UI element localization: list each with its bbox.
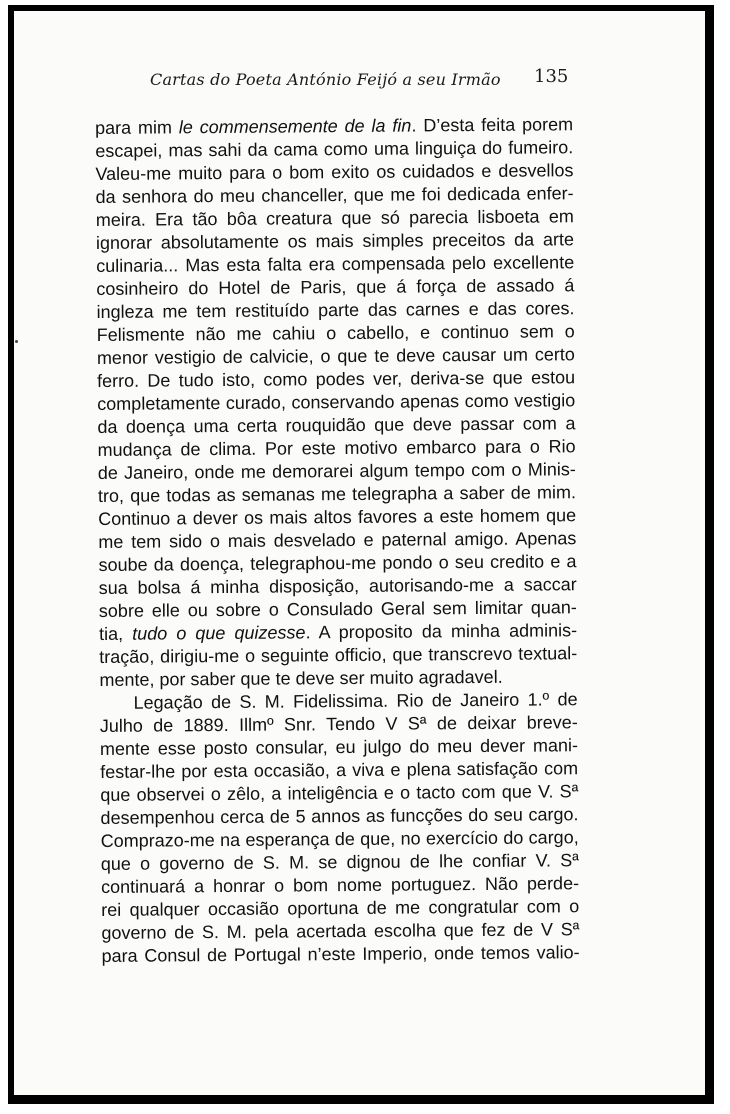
text-run: completamente curado, conservando apenas como vestigio	[97, 390, 576, 414]
text-run: mente esse posto consular, eu julgo do meu dever mani-	[99, 735, 579, 759]
running-title: Cartas do Poeta António Feijó a seu Irmão	[150, 70, 501, 89]
text-run: ferro. De tudo isto, como podes ver, deriva-se que estou	[96, 367, 576, 391]
text-run: escapei, mas sahi da cama como uma linguiça do fumeiro.	[95, 137, 574, 161]
text-run: tia,	[98, 623, 133, 644]
text-run: culinaria... Mas esta falta era compensada pelo excellente	[96, 252, 575, 276]
text-line	[99, 642, 577, 669]
text-run: cosinheiro do Hotel de Paris, que á força de assado á	[96, 275, 575, 299]
italic-phrase: tudo o que quizesse	[132, 622, 306, 644]
text-run: que o governo de S. M. se dignou de lhe confiar V. Sª	[100, 850, 579, 874]
text-run: Continuo a dever os mais altos favores a este homem que	[98, 505, 577, 529]
text-run: governo de S. M. pela acertada escolha que fez de V Sª	[101, 919, 580, 943]
text-run: continuará a honrar o bom nome portuguez. Não perde-	[100, 873, 580, 897]
text-run: Legação de S. M. Fidelissima. Rio de Janeiro 1.º de	[133, 689, 578, 713]
body-text	[95, 113, 580, 968]
text-run: da doença uma certa rouquidão que deve passar com a	[97, 413, 576, 437]
text-run: desempenhou cerca de 5 annos as funcções do seu cargo.	[100, 804, 579, 828]
text-run: sobre elle ou sobre o Consulado Geral sem limitar quan-	[98, 597, 577, 621]
text-run: para mim	[95, 117, 179, 138]
text-run: rei qualquer occasião oportuna de me congratular com o	[101, 896, 580, 920]
text-run: Felismente não me cahiu o cabello, e continuo sem o	[96, 321, 575, 345]
text-run: sua bolsa á minha disposição, autorisando-me a saccar	[98, 574, 577, 598]
text-run: me tem sido o mais desvelado e paternal amigo. Apenas	[98, 528, 577, 552]
scan-speck	[15, 340, 18, 343]
text-run: da senhora do meu chanceller, que me foi dedicada enfer-	[95, 183, 574, 207]
text-run: mudança de clima. Por este motivo embarco para o Rio	[97, 436, 576, 460]
text-run: Julho de 1889. Illmº Snr. Tendo V Sª de deixar breve-	[99, 712, 578, 736]
text-run: . D’esta feita porem	[411, 114, 574, 136]
text-run: meira. Era tão bôa creatura que só parecia lisboeta em	[95, 206, 574, 230]
text-run: soube da doença, telegraphou-me pondo o seu credito e a	[98, 551, 577, 575]
text-run: Valeu-me muito para o bom exito os cuidados e desvellos	[95, 160, 574, 184]
text-run: para Consul de Portugal n’este Imperio, onde temos valio-	[101, 942, 580, 966]
text-run: tração, dirigiu-me o seguinte officio, que transcrevo textual-	[99, 643, 578, 667]
text-run: festar-lhe por esta occasião, a viva e plena satisfação com	[100, 758, 579, 782]
italic-phrase: le commensemente de la fin	[178, 115, 412, 138]
text-run: mente, por saber que te deve ser muito agradavel.	[99, 666, 503, 690]
text-run: ignorar absolutamente os mais simples preceitos da arte	[95, 229, 575, 253]
text-run: tro, que todas as semanas me telegrapha a saber de mim.	[97, 482, 577, 506]
text-run: Comprazo-me na esperança de que, no exercício do cargo,	[100, 827, 579, 851]
text-run: de Janeiro, onde me demorarei algum tempo com o Minis-	[97, 459, 576, 483]
page-number: 135	[534, 66, 569, 87]
text-run: . A proposito da minha adminis-	[305, 620, 578, 643]
text-run: ingleza me tem restituído parte das carnes e das cores.	[96, 298, 575, 322]
text-line	[102, 941, 580, 968]
text-run: menor vestigio de calvicie, o que te deve causar um certo	[96, 344, 575, 368]
text-run: que observei o zêlo, a inteligência e o tacto com que V. Sª	[100, 781, 579, 805]
